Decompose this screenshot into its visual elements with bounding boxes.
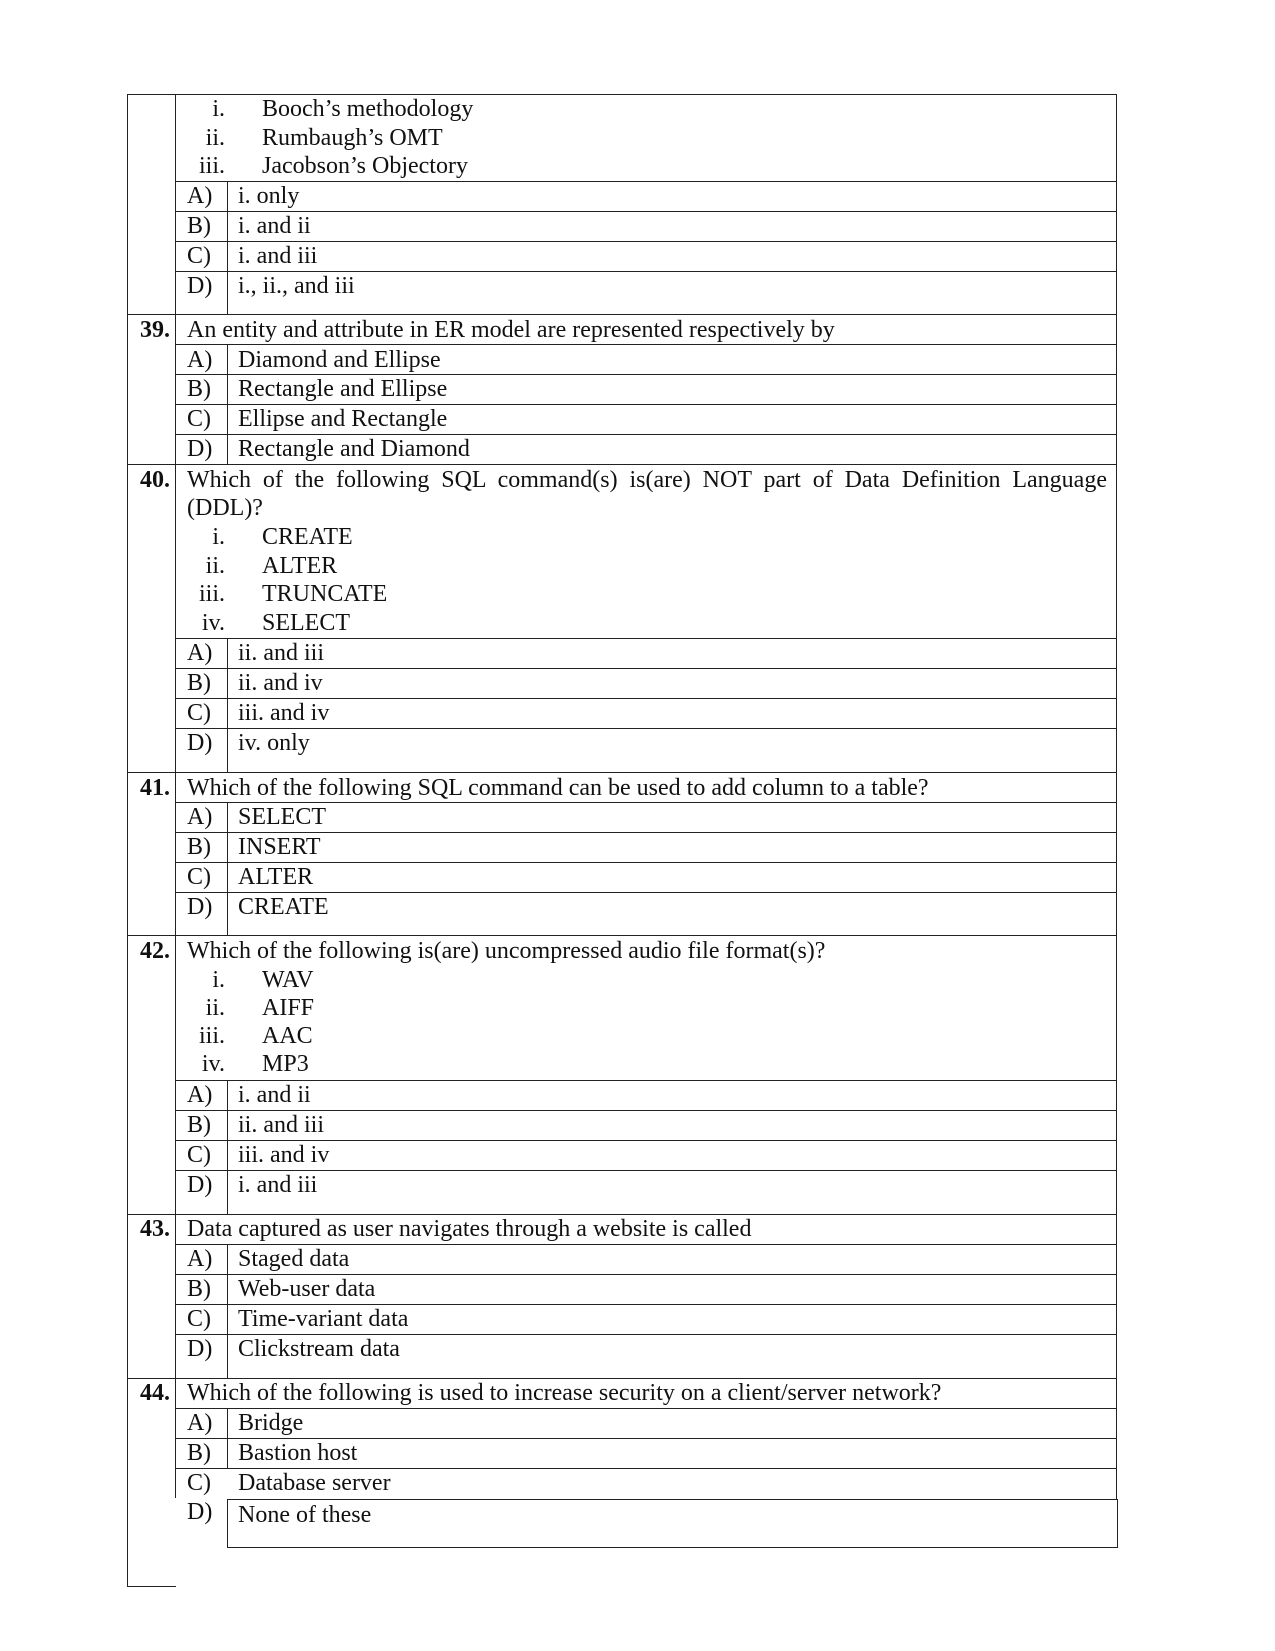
question-number: 40. [140, 467, 170, 493]
option-label: B) [187, 1440, 211, 1466]
option-text: i. and ii [238, 213, 311, 239]
question-stem-continuation: (DDL)? [187, 495, 263, 521]
list-item: AAC [262, 1023, 313, 1049]
roman-numeral: ii. [205, 553, 225, 579]
option-label: A) [187, 347, 213, 373]
list-item: TRUNCATE [262, 581, 388, 607]
question-separator [127, 464, 1117, 465]
list-item: WAV [262, 967, 314, 993]
option-text: Time-variant data [238, 1306, 409, 1332]
roman-numeral: iii. [198, 581, 225, 607]
question-number: 42. [140, 938, 170, 964]
roman-numeral: i. [212, 524, 225, 550]
question-stem: Which of the following SQL command(s) is(are) NOT part of Data Definition Language [187, 467, 1107, 493]
roman-numeral: iii. [198, 1023, 225, 1049]
question-stem: Which of the following SQL command can be used to add column to a table? [187, 775, 929, 801]
question-stem: Which of the following is used to increase security on a client/server network? [187, 1380, 942, 1406]
option-label: C) [187, 1306, 211, 1332]
option-text: Web-user data [238, 1276, 376, 1302]
option-text: SELECT [238, 804, 326, 830]
list-item: Booch’s methodology [262, 96, 474, 122]
question-stem: An entity and attribute in ER model are represented respectively by [187, 317, 835, 343]
option-label: A) [187, 183, 213, 209]
option-label: A) [187, 1410, 213, 1436]
question-separator [127, 935, 1117, 936]
option-text: Rectangle and Diamond [238, 436, 470, 462]
option-text: Clickstream data [238, 1336, 400, 1362]
option-label-border [227, 344, 228, 464]
question-separator [127, 772, 1117, 773]
list-item: AIFF [262, 995, 315, 1021]
option-label-border [227, 1080, 228, 1214]
option-text: Staged data [238, 1246, 350, 1272]
question-separator [127, 314, 1117, 315]
option-text: i. only [238, 183, 300, 209]
option-label: D) [187, 436, 213, 462]
option-label: C) [187, 1470, 211, 1496]
option-label: A) [187, 804, 213, 830]
option-label: B) [187, 1112, 211, 1138]
option-label: A) [187, 1246, 213, 1272]
option-text: INSERT [238, 834, 321, 860]
roman-numeral: i. [212, 96, 225, 122]
option-text: iv. only [238, 730, 310, 756]
option-label-border [227, 1408, 228, 1468]
question-number: 39. [140, 317, 170, 343]
list-item: MP3 [262, 1051, 309, 1077]
row-line [175, 344, 1117, 345]
option-label: D) [187, 1499, 213, 1525]
option-text: ii. and iii [238, 640, 324, 666]
option-label: C) [187, 243, 211, 269]
roman-numeral: iv. [201, 1051, 225, 1077]
option-label: D) [187, 894, 213, 920]
option-label: A) [187, 640, 213, 666]
option-d-right-border [1117, 1499, 1118, 1547]
option-text: i. and iii [238, 243, 318, 269]
option-label: D) [187, 1336, 213, 1362]
option-label: C) [187, 1142, 211, 1168]
option-label: C) [187, 406, 211, 432]
option-label-border [227, 638, 228, 772]
roman-numeral: i. [212, 967, 225, 993]
option-label: D) [187, 1172, 213, 1198]
option-label: B) [187, 376, 211, 402]
option-label-border [227, 1244, 228, 1378]
option-text: iii. and iv [238, 1142, 330, 1168]
option-label: D) [187, 273, 213, 299]
list-item: Jacobson’s Objectory [262, 153, 468, 179]
option-text: None of these [238, 1502, 372, 1528]
option-text: i. and iii [238, 1172, 318, 1198]
option-label: D) [187, 730, 213, 756]
option-text: Database server [238, 1470, 391, 1496]
option-d-bottom-border [227, 1547, 1118, 1548]
row-line [175, 211, 1117, 212]
roman-numeral: ii. [205, 995, 225, 1021]
list-item: CREATE [262, 524, 353, 550]
option-label-border [227, 802, 228, 935]
option-text: Diamond and Ellipse [238, 347, 441, 373]
row-line [227, 1499, 1117, 1500]
question-number: 41. [140, 775, 170, 801]
roman-numeral: iii. [198, 153, 225, 179]
list-item: Rumbaugh’s OMT [262, 125, 443, 151]
option-d-left-border [227, 1499, 228, 1547]
option-text: Ellipse and Rectangle [238, 406, 448, 432]
table-right-border [1116, 94, 1117, 1499]
row-line [175, 728, 1117, 729]
option-text: Rectangle and Ellipse [238, 376, 448, 402]
question-stem: Which of the following is(are) uncompressed audio file format(s)? [187, 938, 826, 964]
option-label-border [227, 181, 228, 314]
table-bottom-stub [127, 1586, 176, 1587]
option-text: ii. and iii [238, 1112, 324, 1138]
option-label: C) [187, 700, 211, 726]
option-text: i. and ii [238, 1082, 311, 1108]
option-label: B) [187, 670, 211, 696]
option-text: i., ii., and iii [238, 273, 355, 299]
row-line [175, 1080, 1117, 1081]
option-label: B) [187, 1276, 211, 1302]
option-text: ALTER [238, 864, 314, 890]
option-label: C) [187, 864, 211, 890]
row-line [175, 181, 1117, 182]
option-label: B) [187, 213, 211, 239]
option-text: Bastion host [238, 1440, 358, 1466]
question-number: 43. [140, 1216, 170, 1242]
list-item: ALTER [262, 553, 338, 579]
option-text: ii. and iv [238, 670, 323, 696]
list-item: SELECT [262, 610, 350, 636]
option-label: B) [187, 834, 211, 860]
row-line [175, 1408, 1117, 1409]
roman-numeral: ii. [205, 125, 225, 151]
option-text: iii. and iv [238, 700, 330, 726]
option-text: Bridge [238, 1410, 304, 1436]
option-label: A) [187, 1082, 213, 1108]
roman-numeral: iv. [201, 610, 225, 636]
row-line [175, 862, 1117, 863]
question-number: 44. [140, 1380, 170, 1406]
option-text: CREATE [238, 894, 329, 920]
question-stem: Data captured as user navigates through a website is called [187, 1216, 752, 1242]
number-column-border [175, 94, 176, 1498]
